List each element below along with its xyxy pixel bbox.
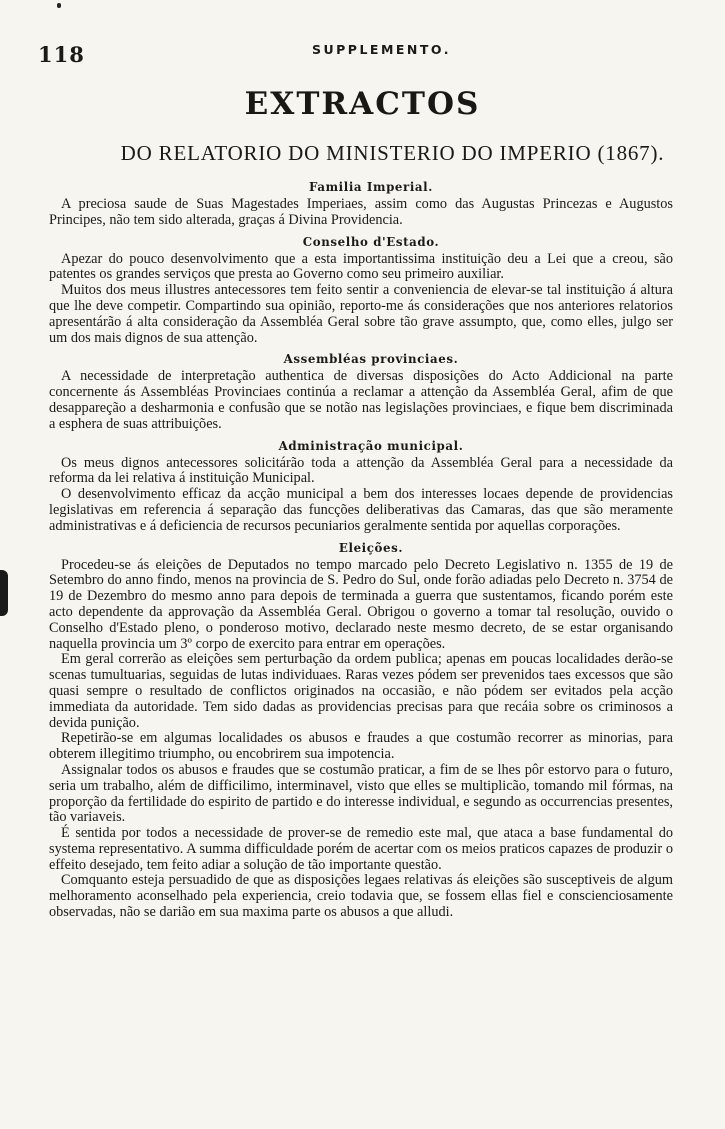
section-assembleas-provinciaes [49, 350, 673, 432]
ink-speck [57, 3, 61, 8]
paragraph: Apezar do pouco desenvolvimento que a esta importantissima instituição deu a Lei que a creou, são patentes os grandes serviços que presta ao Governo como seu primeiro auxiliar. [49, 250, 673, 283]
paragraph: A necessidade de interpretação authentica de diversas disposições do Acto Addicional na parte concernente ás Assembléas Provinciaes continúa a reclamar a attenção da Assembléa Geral, afim de que desappareção a desharmonia e confusão que se notão nas legislações provinciaes, e fique bem discriminada a esphera de suas attribuições. [49, 368, 673, 432]
paragraph: Assignalar todos os abusos e fraudes que se costumão praticar, a fim de se lhes pôr estorvo para o futuro, seria um trabalho, além de difficilimo, interminavel, visto que elles se multiplicão, tomando mil fórmas, na proporção da fertilidade do espirito de partido e do interesse individual, e segundo as occurrencias presentes, tão variaveis. [49, 761, 673, 826]
section-heading: Assembléas provinciaes. [283, 352, 459, 367]
document-title: EXTRACTOS [244, 86, 481, 122]
section-heading: Conselho d'Estado. [302, 234, 440, 249]
running-head: SUPPLEMENTO. [311, 42, 452, 57]
document-body [49, 178, 673, 925]
section-heading: Familia Imperial. [309, 180, 433, 194]
section-heading: Eleições. [338, 540, 404, 555]
paragraph: A preciosa saude de Suas Magestades Imperiaes, assim como das Augustas Princezas e Augustos Principes, não tem sido alterada, graças á Divina Providencia. [49, 196, 673, 228]
paragraph: Em geral correrão as eleições sem perturbação da ordem publica; apenas em poucas localidades derão-se scenas tumultuarias, seguidas de lutas individuaes. Raras vezes pódem ser prevenidos taes excessos que são quasi sempre o resultado de conflictos originados na occasião, e não pódem ser evitados pela acção immediata da autoridade. Tem sido dadas as providencias precisas para que recáia sobre os criminosos a devida punição. [49, 651, 673, 731]
paragraph: É sentida por todos a necessidade de prover-se de remedio este mal, que ataca a base fundamental do systema representativo. A summa difficuldade porém de acertar com os meios praticos capazes de produzir o effeito desejado, tem feito adiar a solução de tão importante questão. [49, 825, 673, 873]
section-conselho-estado [49, 233, 673, 347]
section-familia-imperial [49, 178, 673, 229]
page-number: 118 [38, 42, 85, 67]
paragraph: Procedeu-se ás eleições de Deputados no tempo marcado pelo Decreto Legislativo n. 1355 de 19 de Setembro do anno findo, menos na provincia de S. Pedro do Sul, onde forão adiadas pelo Decreto n. 3754 de 19 de Dezembro do mesmo anno para depois de terminada a guerra que sustentamos, ficando porém este acto dependente da approvação da Assembléa Geral. Obrigou o governo a tomar tal resolução, ouvido o Conselho d'Estado pleno, o ponderoso motivo, declarado neste mesmo decreto, de se estar organisando naquella provincia um 3º corpo de exercito para entrar em operações. [49, 556, 673, 652]
paragraph: Os meus dignos antecessores solicitárão toda a attenção da Assembléa Geral para a necessidade da reforma da lei relativa á instituição Municipal. [49, 454, 673, 487]
paragraph: Comquanto esteja persuadido de que as disposições legaes relativas ás eleições são susceptiveis de algum melhoramento aconselhado pela experiencia, creio todavia que, se fossem ellas fiel e conscienciosamente observadas, não se darião em sua maxima parte os abusos a que alludi. [49, 872, 673, 921]
paragraph: Muitos dos meus illustres antecessores tem feito sentir a conveniencia de elevar-se tal instituição á altura que lhe deve competir. Compartindo sua opinião, reporto-me ás considerações que nos anteriores relatorios apresentárão á alta consideração da Assembléa Geral sobre tão grave assumpto, que, como elles, julgo ser um dos mais dignos de sua attenção. [49, 282, 673, 346]
paragraph: Repetirão-se em algumas localidades os abusos e fraudes a que costumão recorrer as minorias, para obterem illegitimo triumpho, ou encobrirem sua impotencia. [49, 730, 673, 763]
binding-edge-mark [0, 570, 8, 616]
document-subtitle: DO RELATORIO DO MINISTERIO DO IMPERIO (1867). [120, 141, 665, 165]
section-heading: Administração municipal. [278, 438, 464, 453]
page-header [38, 36, 685, 67]
section-eleicoes [49, 539, 673, 921]
section-administracao-municipal [49, 437, 673, 535]
paragraph: O desenvolvimento efficaz da acção municipal a bem dos interesses locaes depende de providencias legislativas em referencia á separação das funcções deliberativas das Camaras, das que são meramente administrativas e á deficiencia de recursos pecuniarios geralmente sentida por aquellas corporações. [49, 486, 673, 534]
